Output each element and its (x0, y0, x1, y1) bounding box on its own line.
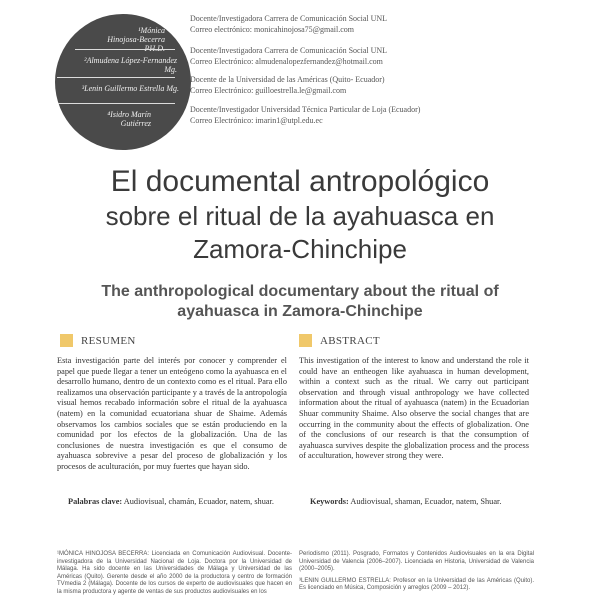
keywords-english: Keywords: Audiovisual, shaman, Ecuador, natem, Shuar. (310, 497, 502, 506)
authors-circle (55, 14, 191, 150)
resumen-heading: RESUMEN (60, 334, 136, 347)
section-marker-icon (60, 334, 73, 347)
author-divider (57, 103, 175, 104)
author-affiliation-3: Docente de la Universidad de las Américas (Quito- Ecuador) Correo Electrónico: guilloestrella.le@gmail.com (190, 75, 385, 95)
paper-title-english: The anthropological documentary about the ritual of ayahuasca in Zamora-Chinchipe (101, 283, 499, 320)
author-name-2: ²Almudena López-Fernandez Mg. (84, 56, 177, 74)
footnote-right: Periodismo (2011). Posgrado, Formatos y Contenidos Audiovisuales en la era Digital Universidad de Valencia (2006–2007). Licenciada en Historia, Universidad de Valencia (2000–2005). ³LENIN GUILLERMO ESTRELLA: Profesor en la Universidad de las Américas (Quito). Es licenciado en Música, Composición y arreglos (2009 – 2012). (299, 551, 534, 592)
footnote-left: ¹MÓNICA HINOJOSA BECERRA: Licenciada en Comunicación Audiovisual. Docente-investigadora de la Universidad Nacional de Loja. Doctora por la Universidad de Málaga. Ha sido docente en las Universidades de Málaga y Universidad de las Américas (Quito). Gerente desde el año 2000 de la productora y centro de formación TVmedia 2 (Málaga). Docente de los cursos de experto de audiovisuales que hacen en la misma productora y agente de ventas de sus productos audiovisuales en los (57, 551, 292, 595)
resumen-text: Esta investigación parte del interés por conocer y comprender el papel que puede llegar a tener un enteógeno como la ayahuasca en el desarrollo humano, dentro de un contexto como es el ritual. Para ello realizamos una observación participante y a través de la antropología visual hemos recabado información sobre el ritual de la ayahuasca (natem) en la comunidad ecuatoriana shuar de Shaime. Además observamos los cambios sociales que se están produciendo en la comunidad por los efectos de la globalización. Una de las conclusiones de nuestra investigación es que el consumo de ayahuasca sobrevive a pesar del proceso de globalización y los procesos de aculturación, por muy fuertes que hayan sido. (57, 356, 287, 471)
author-divider (75, 49, 175, 50)
author-divider (57, 77, 175, 78)
author-affiliation-1: Docente/Investigadora Carrera de Comunicación Social UNL Correo electrónico: monicahinojosa75@gmail.com (190, 14, 388, 34)
author-name-4: ⁴Isidro Marín Gutiérrez (107, 110, 151, 128)
author-name-3: ³Lenin Guillermo Estrella Mg. (81, 84, 179, 93)
abstract-heading: ABSTRACT (299, 334, 380, 347)
author-name-1: ¹Mónica Hinojosa-Becerra (107, 26, 165, 44)
section-marker-icon (299, 334, 312, 347)
abstract-text: This investigation of the interest to know and understand the role it could have an entheogen like ayahuasca in human development, within a context such as the ritual. We carry out participant observation and through visual anthropology we have collected information about the ritual of ayahuasca (natem) in the Ecuadorian Shuar community Shaime. Also observe the social changes that are occurring in the community about the effects of globalization. One of the conclusions of our research is that the consumption of ayahuasca survives despite the globalization process and the process of acculturation, however strong they were. (299, 356, 529, 461)
keywords-spanish: Palabras clave: Audiovisual, chamán, Ecuador, natem, shuar. (68, 497, 274, 506)
author-affiliation-2: Docente/Investigadora Carrera de Comunicación Social UNL Correo Electrónico: almudenalopezfernandez@hotmail.com (190, 46, 388, 66)
paper-title-spanish: El documental antropológico sobre el ritual de la ayahuasca en Zamora-Chinchipe (105, 165, 495, 264)
author-affiliation-4: Docente/Investigador Universidad Técnica Particular de Loja (Ecuador) Correo Electrónico: imarin1@utpl.edu.ec (190, 105, 421, 125)
